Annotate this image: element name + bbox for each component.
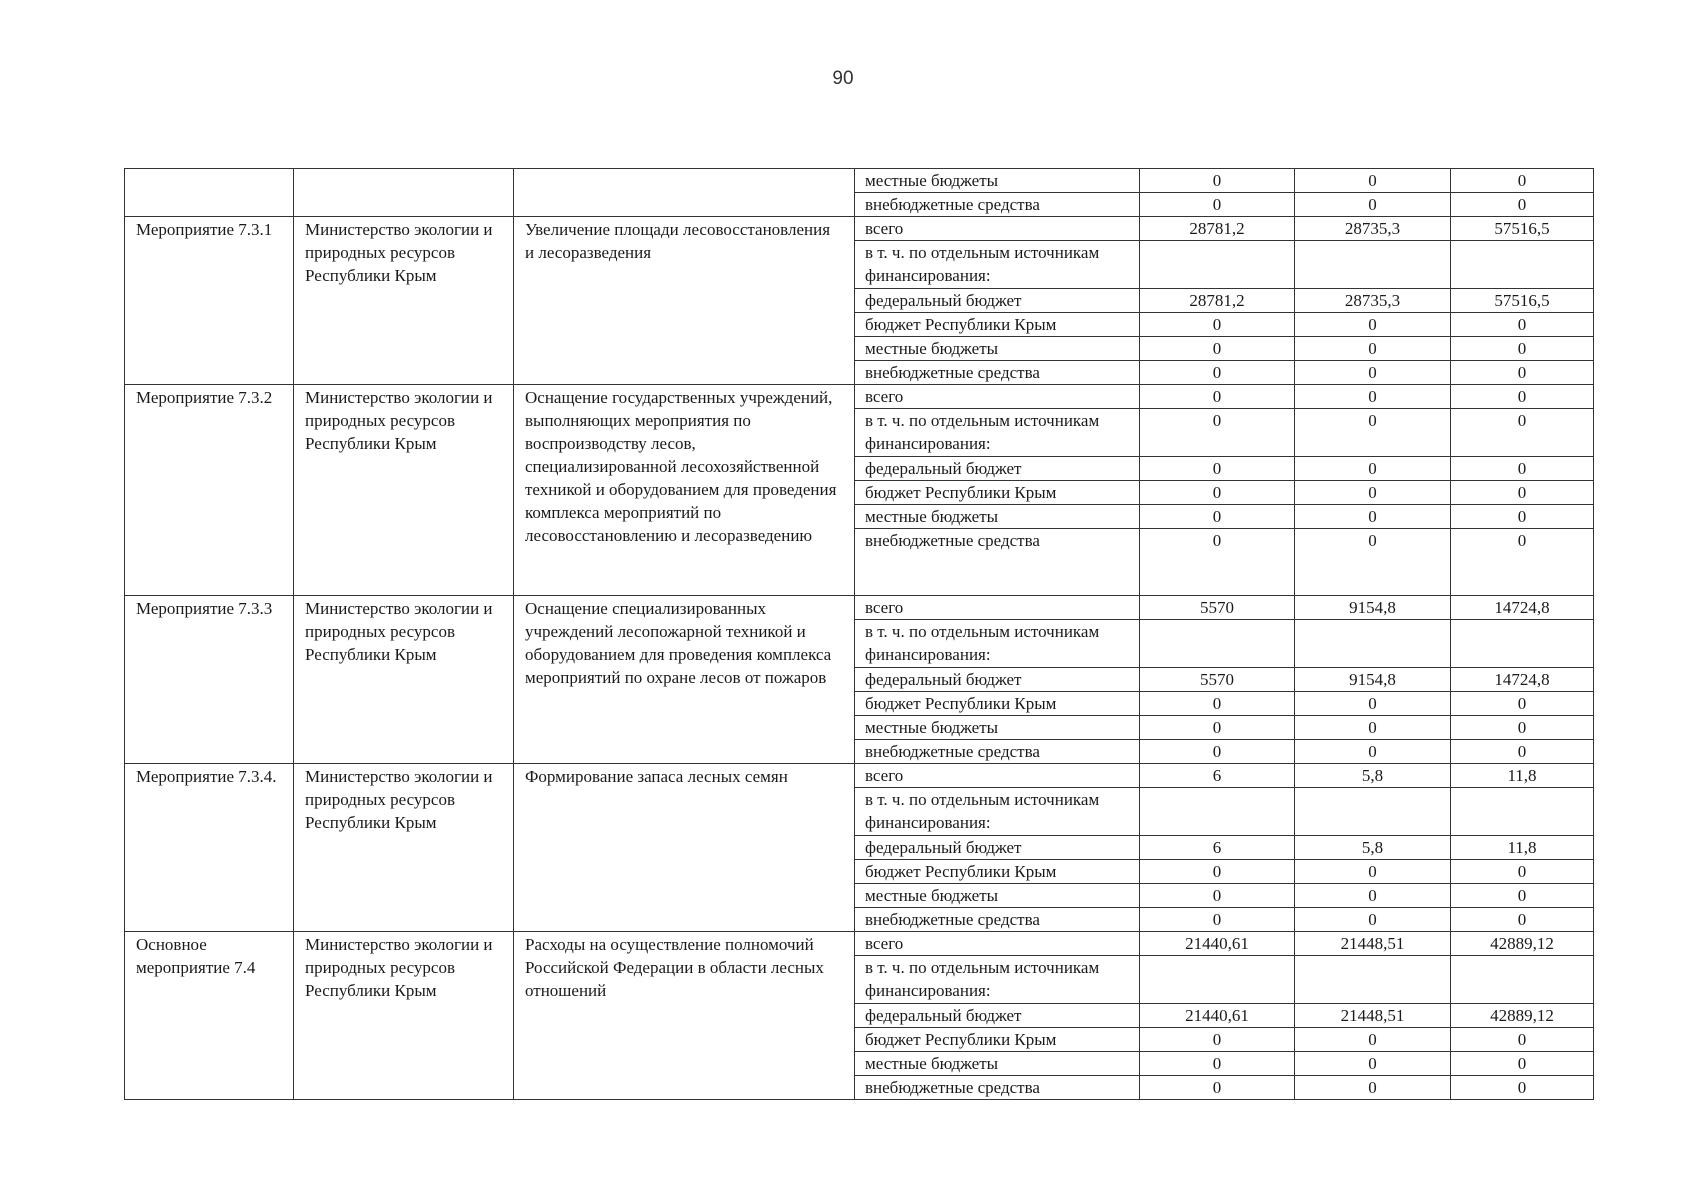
amount-cell: 5570 <box>1140 596 1295 620</box>
activity-name-cell: Мероприятие 7.3.1 <box>125 217 294 385</box>
funding-source-cell: внебюджетные средства <box>855 193 1140 217</box>
funding-source-cell: всего <box>855 932 1140 956</box>
amount-cell: 57516,5 <box>1451 289 1594 313</box>
amount-cell: 28735,3 <box>1295 289 1451 313</box>
executor-cell: Министерство экологии и природных ресурсов Республики Крым <box>294 596 514 764</box>
amount-cell: 0 <box>1295 529 1451 596</box>
activity-description-cell: Оснащение государственных учреждений, выполняющих мероприятия по воспроизводству лесов, специализированной лесохозяйственной техникой и оборудованием для проведения комплекса мероприятий по лесовосстановлению и лесоразведению <box>514 385 855 596</box>
funding-source-cell: внебюджетные средства <box>855 361 1140 385</box>
amount-cell: 6 <box>1140 764 1295 788</box>
table-row <box>125 217 1594 241</box>
amount-cell: 0 <box>1140 457 1295 481</box>
amount-cell <box>1295 788 1451 836</box>
amount-cell: 0 <box>1140 409 1295 457</box>
amount-cell: 28735,3 <box>1295 217 1451 241</box>
amount-cell <box>1295 241 1451 289</box>
funding-source-cell: местные бюджеты <box>855 337 1140 361</box>
funding-source-cell: всего <box>855 596 1140 620</box>
funding-source-cell: в т. ч. по отдельным источникам финансирования: <box>855 409 1140 457</box>
funding-source-cell: в т. ч. по отдельным источникам финансирования: <box>855 241 1140 289</box>
amount-cell: 0 <box>1451 716 1594 740</box>
amount-cell: 21440,61 <box>1140 932 1295 956</box>
amount-cell: 28781,2 <box>1140 217 1295 241</box>
amount-cell <box>1140 620 1295 668</box>
activity-name-cell: Мероприятие 7.3.3 <box>125 596 294 764</box>
activity-description-cell: Увеличение площади лесовосстановления и лесоразведения <box>514 217 855 385</box>
amount-cell: 0 <box>1451 1052 1594 1076</box>
amount-cell: 0 <box>1140 860 1295 884</box>
amount-cell: 0 <box>1140 1028 1295 1052</box>
funding-source-cell: федеральный бюджет <box>855 668 1140 692</box>
funding-source-cell: бюджет Республики Крым <box>855 313 1140 337</box>
activity-description-cell: Формирование запаса лесных семян <box>514 764 855 932</box>
amount-cell: 0 <box>1295 1052 1451 1076</box>
funding-source-cell: бюджет Республики Крым <box>855 692 1140 716</box>
activity-description-cell: Оснащение специализированных учреждений лесопожарной техникой и оборудованием для проведения комплекса мероприятий по охране лесов от пожаров <box>514 596 855 764</box>
amount-cell: 0 <box>1140 1076 1295 1100</box>
table-row <box>125 385 1594 409</box>
amount-cell: 57516,5 <box>1451 217 1594 241</box>
amount-cell: 0 <box>1140 169 1295 193</box>
amount-cell: 0 <box>1140 884 1295 908</box>
amount-cell: 0 <box>1295 313 1451 337</box>
funding-source-cell: местные бюджеты <box>855 1052 1140 1076</box>
amount-cell: 0 <box>1140 313 1295 337</box>
amount-cell: 0 <box>1451 1076 1594 1100</box>
page-number: 90 <box>832 68 854 89</box>
amount-cell: 0 <box>1451 860 1594 884</box>
amount-cell: 0 <box>1140 337 1295 361</box>
amount-cell: 0 <box>1295 716 1451 740</box>
amount-cell: 0 <box>1140 385 1295 409</box>
amount-cell: 0 <box>1295 409 1451 457</box>
amount-cell: 0 <box>1451 361 1594 385</box>
funding-source-cell: всего <box>855 385 1140 409</box>
amount-cell: 0 <box>1140 361 1295 385</box>
amount-cell: 0 <box>1295 692 1451 716</box>
executor-cell: Министерство экологии и природных ресурсов Республики Крым <box>294 385 514 596</box>
amount-cell: 14724,8 <box>1451 596 1594 620</box>
amount-cell: 0 <box>1140 692 1295 716</box>
amount-cell: 0 <box>1140 740 1295 764</box>
funding-source-cell: внебюджетные средства <box>855 1076 1140 1100</box>
funding-source-cell: бюджет Республики Крым <box>855 481 1140 505</box>
amount-cell: 42889,12 <box>1451 1004 1594 1028</box>
funding-source-cell: федеральный бюджет <box>855 836 1140 860</box>
amount-cell: 0 <box>1451 481 1594 505</box>
amount-cell: 0 <box>1451 193 1594 217</box>
amount-cell: 0 <box>1451 505 1594 529</box>
activity-name-cell: Мероприятие 7.3.4. <box>125 764 294 932</box>
executor-cell: Министерство экологии и природных ресурсов Республики Крым <box>294 764 514 932</box>
amount-cell: 0 <box>1295 1028 1451 1052</box>
amount-cell: 0 <box>1451 692 1594 716</box>
funding-source-cell: внебюджетные средства <box>855 908 1140 932</box>
amount-cell: 0 <box>1451 337 1594 361</box>
amount-cell: 0 <box>1140 529 1295 596</box>
amount-cell: 6 <box>1140 836 1295 860</box>
amount-cell: 0 <box>1140 481 1295 505</box>
table-row <box>125 764 1594 788</box>
amount-cell <box>1451 241 1594 289</box>
funding-source-cell: всего <box>855 217 1140 241</box>
activity-name-cell: Мероприятие 7.3.2 <box>125 385 294 596</box>
amount-cell: 21448,51 <box>1295 932 1451 956</box>
funding-source-cell: федеральный бюджет <box>855 457 1140 481</box>
amount-cell: 0 <box>1295 884 1451 908</box>
activity-name-cell: Основное мероприятие 7.4 <box>125 932 294 1100</box>
funding-source-cell: местные бюджеты <box>855 169 1140 193</box>
table-row <box>125 169 1594 193</box>
amount-cell: 0 <box>1451 884 1594 908</box>
funding-source-cell: в т. ч. по отдельным источникам финансирования: <box>855 956 1140 1004</box>
amount-cell <box>1140 956 1295 1004</box>
amount-cell: 0 <box>1295 193 1451 217</box>
funding-source-cell: внебюджетные средства <box>855 740 1140 764</box>
funding-source-cell: федеральный бюджет <box>855 289 1140 313</box>
funding-source-cell: местные бюджеты <box>855 505 1140 529</box>
table-row <box>125 596 1594 620</box>
amount-cell: 0 <box>1451 740 1594 764</box>
amount-cell <box>1451 788 1594 836</box>
amount-cell: 9154,8 <box>1295 668 1451 692</box>
amount-cell: 9154,8 <box>1295 596 1451 620</box>
funding-source-cell: бюджет Республики Крым <box>855 1028 1140 1052</box>
funding-source-cell: внебюджетные средства <box>855 529 1140 596</box>
amount-cell: 0 <box>1295 361 1451 385</box>
amount-cell: 0 <box>1140 716 1295 740</box>
amount-cell: 0 <box>1451 409 1594 457</box>
empty-executor-cell <box>294 169 514 217</box>
amount-cell: 0 <box>1295 505 1451 529</box>
table-row <box>125 932 1594 956</box>
amount-cell: 0 <box>1140 505 1295 529</box>
amount-cell: 11,8 <box>1451 836 1594 860</box>
amount-cell: 14724,8 <box>1451 668 1594 692</box>
budget-table <box>124 168 1594 1100</box>
amount-cell: 5570 <box>1140 668 1295 692</box>
funding-source-cell: в т. ч. по отдельным источникам финансирования: <box>855 788 1140 836</box>
amount-cell: 0 <box>1295 740 1451 764</box>
activity-description-cell: Расходы на осуществление полномочий Российской Федерации в области лесных отношений <box>514 932 855 1100</box>
amount-cell: 0 <box>1295 1076 1451 1100</box>
empty-description-cell <box>514 169 855 217</box>
amount-cell: 0 <box>1295 169 1451 193</box>
funding-source-cell: бюджет Республики Крым <box>855 860 1140 884</box>
amount-cell <box>1140 241 1295 289</box>
amount-cell <box>1295 956 1451 1004</box>
amount-cell: 0 <box>1295 385 1451 409</box>
amount-cell: 0 <box>1451 169 1594 193</box>
amount-cell: 0 <box>1295 337 1451 361</box>
amount-cell: 0 <box>1140 908 1295 932</box>
amount-cell: 0 <box>1140 1052 1295 1076</box>
funding-source-cell: в т. ч. по отдельным источникам финансирования: <box>855 620 1140 668</box>
funding-source-cell: всего <box>855 764 1140 788</box>
amount-cell <box>1451 620 1594 668</box>
amount-cell: 0 <box>1451 457 1594 481</box>
table-body <box>125 169 1594 1100</box>
amount-cell: 5,8 <box>1295 764 1451 788</box>
amount-cell: 0 <box>1451 1028 1594 1052</box>
amount-cell <box>1451 956 1594 1004</box>
amount-cell: 28781,2 <box>1140 289 1295 313</box>
amount-cell: 0 <box>1295 481 1451 505</box>
amount-cell: 0 <box>1140 193 1295 217</box>
amount-cell: 11,8 <box>1451 764 1594 788</box>
amount-cell <box>1295 620 1451 668</box>
amount-cell: 42889,12 <box>1451 932 1594 956</box>
funding-source-cell: местные бюджеты <box>855 716 1140 740</box>
amount-cell: 0 <box>1451 385 1594 409</box>
amount-cell: 21448,51 <box>1295 1004 1451 1028</box>
amount-cell: 0 <box>1295 908 1451 932</box>
executor-cell: Министерство экологии и природных ресурсов Республики Крым <box>294 932 514 1100</box>
amount-cell: 21440,61 <box>1140 1004 1295 1028</box>
amount-cell: 0 <box>1295 457 1451 481</box>
amount-cell: 0 <box>1451 529 1594 596</box>
amount-cell: 5,8 <box>1295 836 1451 860</box>
executor-cell: Министерство экологии и природных ресурсов Республики Крым <box>294 217 514 385</box>
funding-source-cell: федеральный бюджет <box>855 1004 1140 1028</box>
amount-cell: 0 <box>1295 860 1451 884</box>
amount-cell: 0 <box>1451 313 1594 337</box>
funding-source-cell: местные бюджеты <box>855 884 1140 908</box>
empty-name-cell <box>125 169 294 217</box>
amount-cell: 0 <box>1451 908 1594 932</box>
amount-cell <box>1140 788 1295 836</box>
